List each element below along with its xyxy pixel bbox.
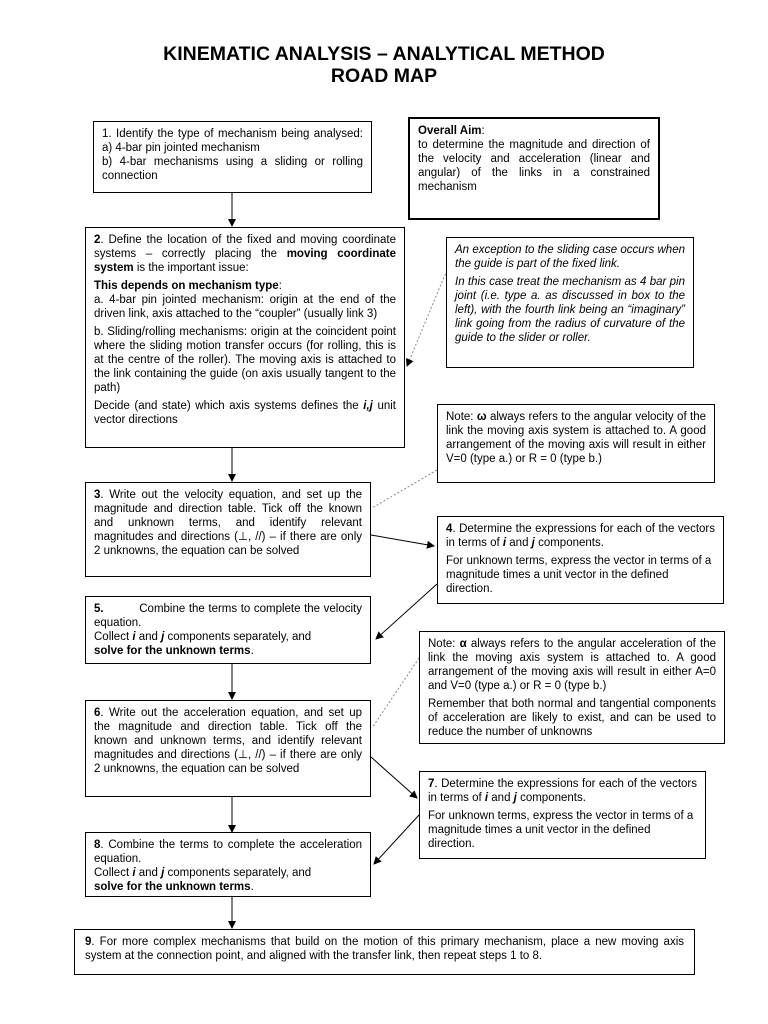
step-5-text: 5. Combine the terms to complete the velocity equation. Collect i and j components separately, and solve for the unknown terms. <box>94 603 362 657</box>
arrow-6-to-7 <box>371 757 417 798</box>
step-7-box <box>419 771 706 859</box>
step-9-text: 9. For more complex mechanisms that build on the motion of this primary mechanism, place a new moving axis system at the connection point, and aligned with the transfer link, then repeat steps 1 to 8. <box>85 936 684 962</box>
overall-aim-box <box>408 117 660 220</box>
omega-note-box <box>437 404 715 483</box>
step-6-box <box>85 700 371 797</box>
step-1-text: 1. Identify the type of mechanism being analysed: a) 4-bar pin jointed mechanism b) 4-bar mechanisms using a sliding or rolling connection <box>102 128 363 182</box>
step-2-type-b: b. Sliding/rolling mechanisms: origin at the coincident point where the sliding motion transfer occurs (for rolling, this is at the centre of the roller). The moving axis is attached to the link containing the guide (on axis usually tangent to the path) <box>94 326 396 394</box>
step-9-box <box>74 929 695 975</box>
dotted-alpha-to-6 <box>372 658 419 728</box>
step-5-box <box>85 596 371 664</box>
step-3-box <box>85 482 371 577</box>
exception-note-p1: An exception to the sliding case occurs when the guide is part of the fixed link. <box>455 244 685 270</box>
alpha-note-p2: Remember that both normal and tangential components of acceleration are likely to exist, and can be used to reduce the number of unknowns <box>428 698 716 738</box>
step-8-box <box>85 832 371 897</box>
arrow-7-to-8 <box>374 815 419 864</box>
step-4-p2: For unknown terms, express the vector in terms of a magnitude times a unit vector in the defined direction. <box>446 555 712 595</box>
step-2-box <box>85 227 405 448</box>
step-2-unit-vectors: Decide (and state) which axis systems defines the i,j unit vector directions <box>94 400 396 426</box>
title-line-2: ROAD MAP <box>330 65 438 87</box>
step-6-text: 6. Write out the acceleration equation, and set up the magnitude and direction table. Tick off the known and unknown terms, and identify relevant magnitudes and directions (⊥, //) – if there are only 2 unknowns, the equation can be solved <box>94 707 362 775</box>
omega-note-text: Note: ω always refers to the angular velocity of the link the moving axis system is attached to. A good arrangement of the moving axis will result in either V=0 (type a.) or R = 0 (type b.) <box>446 411 706 465</box>
exception-note-box <box>446 237 694 368</box>
step-4-p1: 4. Determine the expressions for each of the vectors in terms of i and j components. <box>446 523 715 549</box>
overall-aim-text: to determine the magnitude and direction of the velocity and acceleration (linear and angular) of the links in a constrained mechanism <box>418 139 650 193</box>
alpha-note-box <box>419 631 725 744</box>
arrow-3-to-4 <box>371 535 434 546</box>
step-7-p2: For unknown terms, express the vector in terms of a magnitude times a unit vector in the defined direction. <box>428 810 694 850</box>
step-2-type-a: a. 4-bar pin jointed mechanism: origin at the end of the driven link, axis attached to the “coupler” (usually link 3) <box>94 294 396 320</box>
alpha-note-text: Note: α always refers to the angular acceleration of the link the moving axis system is attached to. A good arrangement of the moving axis will result in either A=0 and V=0 (type a.) or R = 0 (type b.) <box>428 638 716 692</box>
dotted-exception-to-2 <box>407 270 447 366</box>
exception-note-p2: In this case treat the mechanism as 4 bar pin joint (i.e. type a. as discussed in box to the left), with the fourth link being an “imaginary” link going from the radius of curvature of the guide to the slider or roller. <box>455 276 685 344</box>
title-line-1: KINEMATIC ANALYSIS – ANALYTICAL METHOD <box>163 43 605 65</box>
dotted-omega-to-3 <box>372 470 437 508</box>
overall-aim-heading: Overall Aim: <box>418 125 485 137</box>
step-2-intro: 2. Define the location of the fixed and moving coordinate systems – correctly placing the moving coordinate system is the important issue: <box>94 234 397 274</box>
step-7-p1: 7. Determine the expressions for each of the vectors in terms of i and j components. <box>428 778 697 804</box>
step-1-box <box>93 121 372 193</box>
step-2-mechanism-type: This depends on mechanism type: <box>94 280 282 292</box>
step-8-text: 8. Combine the terms to complete the acceleration equation. Collect i and j components separately, and solve for the unknown terms. <box>94 839 362 893</box>
step-3-text: 3. Write out the velocity equation, and set up the magnitude and direction table. Tick off the known and unknown terms, and identify relevant magnitudes and directions (⊥, //) – if there are only 2 unknowns, the equation can be solved <box>94 489 362 557</box>
step-4-box <box>437 516 724 604</box>
